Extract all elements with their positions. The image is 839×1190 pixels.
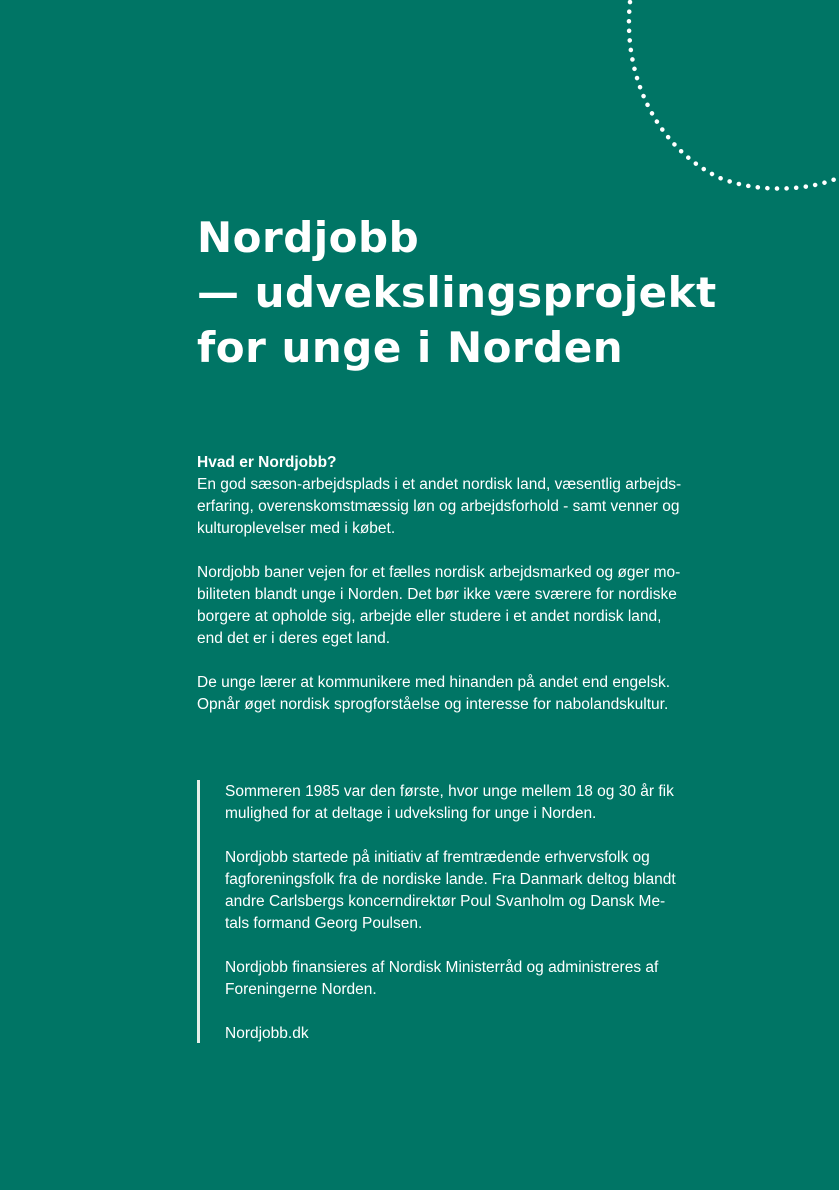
intro-section (197, 452, 697, 738)
intro-heading: Hvad er Nordjobb? (197, 454, 337, 471)
quote-accent-bar (197, 780, 200, 1043)
text-line: Sommeren 1985 var den første, hvor unge mellem 18 og 30 år fik (225, 783, 674, 800)
text-line: De unge lærer at kommunikere med hinanden på andet end engelsk. (197, 674, 671, 691)
page-title (197, 210, 717, 375)
text-line: Nordjobb startede på initiativ af fremtrædende erhvervsfolk og (225, 849, 650, 866)
quote-section (225, 781, 705, 1067)
quote-paragraph (225, 781, 705, 825)
text-line: kulturoplevelser med i købet. (197, 520, 396, 537)
text-line: fagforeningsfolk fra de nordiske lande. Fra Danmark deltog blandt (225, 871, 676, 888)
title-line: Nordjobb (197, 213, 420, 262)
intro-paragraph (197, 562, 697, 650)
title-line: — udvekslingsprojekt (197, 268, 717, 317)
text-line: Nordjobb baner vejen for et fælles nordisk arbejdsmarked og øger mo- (197, 564, 681, 581)
website-link[interactable]: Nordjobb.dk (225, 1025, 309, 1042)
text-line: biliteten blandt unge i Norden. Det bør ikke være sværere for nordiske (197, 586, 677, 603)
intro-paragraph (197, 672, 697, 716)
text-line: erfaring, overenskomstmæssig løn og arbejdsforhold - samt venner og (197, 498, 680, 515)
text-line: En god sæson-arbejdsplads i et andet nordisk land, væsentlig arbejds- (197, 476, 682, 493)
text-line: borgere at opholde sig, arbejde eller studere i et andet nordisk land, (197, 608, 662, 625)
quote-paragraph (225, 957, 705, 1001)
text-line: end det er i deres eget land. (197, 630, 391, 647)
title-line: for unge i Norden (197, 323, 624, 372)
text-line: Nordjobb finansieres af Nordisk Ministerråd og administreres af (225, 959, 659, 976)
text-line: Foreningerne Norden. (225, 981, 377, 998)
text-line: andre Carlsbergs koncerndirektør Poul Svanholm og Dansk Me- (225, 893, 666, 910)
quote-paragraph (225, 847, 705, 935)
text-line: mulighed for at deltage i udveksling for unge i Norden. (225, 805, 597, 822)
text-line: Opnår øget nordisk sprogforståelse og interesse for nabolandskultur. (197, 696, 669, 713)
intro-paragraph (197, 474, 697, 540)
text-line: tals formand Georg Poulsen. (225, 915, 423, 932)
dotted-arc-decoration (0, 0, 839, 230)
